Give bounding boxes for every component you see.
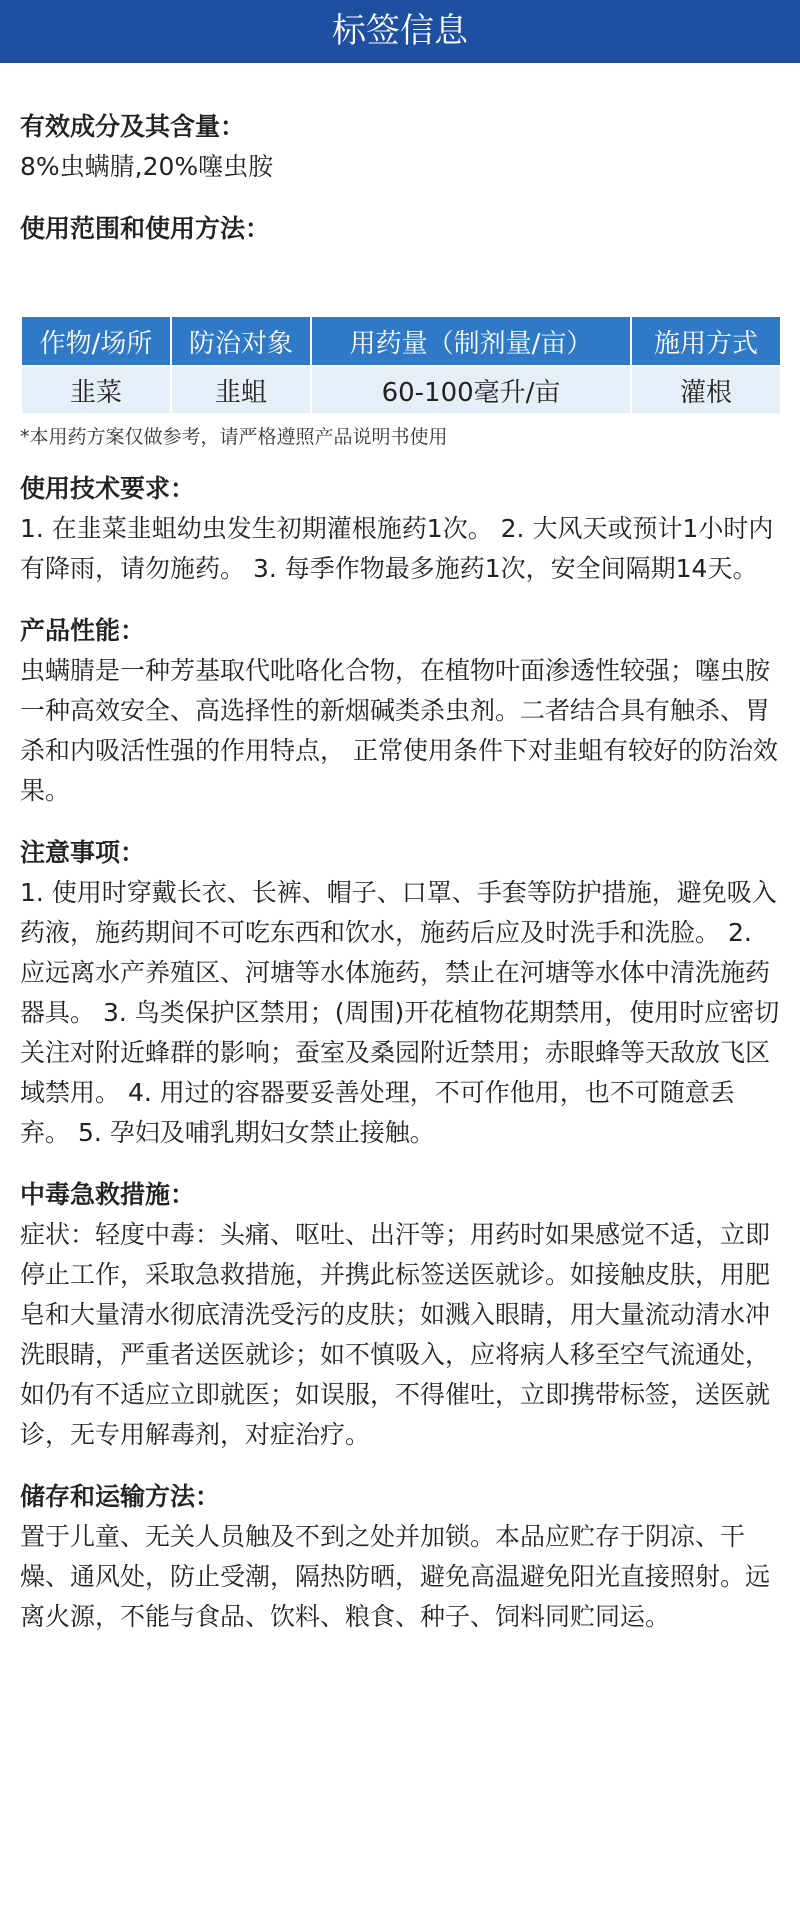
dosage-note: *本用药方案仅做参考，请严格遵照产品说明书使用 <box>20 426 448 448</box>
dosage-cell-target: 韭蛆 <box>171 366 311 414</box>
tech-requirements-text: 1. 在韭菜韭蛆幼虫发生初期灌根施药1次。 2. 大风天或预计1小时内有降雨，请勿施药。 3. 每季作物最多施药1次，安全间隔期14天。 <box>20 514 774 583</box>
ingredients-text: 8%虫螨腈,20%噻虫胺 <box>20 152 274 181</box>
dosage-col-amount: 用药量（制剂量/亩） <box>311 316 631 366</box>
precautions-section <box>20 833 780 1153</box>
tech-requirements-heading: 使用技术要求： <box>20 474 196 503</box>
storage-text: 置于儿童、无关人员触及不到之处并加锁。本品应贮存于阴凉、干燥、通风处，防止受潮，隔热防晒，避免高温避免阳光直接照射。远离火源，不能与食品、饮料、粮食、种子、饲料同贮同运。 <box>20 1522 771 1631</box>
dosage-table-header-row <box>21 316 781 366</box>
storage-section <box>20 1477 780 1637</box>
performance-heading: 产品性能： <box>20 616 146 645</box>
tech-requirements-section <box>20 469 780 589</box>
storage-heading: 储存和运输方法： <box>20 1482 221 1511</box>
dosage-col-crop: 作物/场所 <box>21 316 171 366</box>
dosage-cell-crop: 韭菜 <box>21 366 171 414</box>
first-aid-section <box>20 1175 780 1455</box>
usage-range-spacer <box>20 249 780 315</box>
performance-section <box>20 611 780 811</box>
page-title: 标签信息 <box>332 11 468 51</box>
label-content <box>0 63 800 1637</box>
ingredients-heading: 有效成分及其含量： <box>20 112 246 141</box>
usage-range-section <box>20 209 780 315</box>
dosage-col-method: 施用方式 <box>631 316 781 366</box>
dosage-table <box>20 315 782 415</box>
dosage-cell-amount: 60-100毫升/亩 <box>311 366 631 414</box>
dosage-col-target: 防治对象 <box>171 316 311 366</box>
table-row <box>21 366 781 414</box>
ingredients-section <box>20 107 780 187</box>
page-header <box>0 0 800 63</box>
precautions-text: 1. 使用时穿戴长衣、长裤、帽子、口罩、手套等防护措施，避免吸入药液，施药期间不可吃东西和饮水，施药后应及时洗手和洗脸。 2. 应远离水产养殖区、河塘等水体施药，禁止在河塘等水体中清洗施药器具。 3. 鸟类保护区禁用；(周围)开花植物花期禁用，使用时应密切关注对附近蜂群的影响；蚕室及桑园附近禁用；赤眼蜂等天敌放飞区域禁用。 4. 用过的容器要妥善处理，不可作他用，也不可随意丢弃。 5. 孕妇及哺乳期妇女禁止接触。 <box>20 878 780 1147</box>
first-aid-heading: 中毒急救措施： <box>20 1180 196 1209</box>
performance-text: 虫螨腈是一种芳基取代吡咯化合物，在植物叶面渗透性较强；噻虫胺一种高效安全、高选择性的新烟碱类杀虫剂。二者结合具有触杀、胃杀和内吸活性强的作用特点， 正常使用条件下对韭蛆有较好的防治效果。 <box>20 656 778 805</box>
precautions-heading: 注意事项： <box>20 838 146 867</box>
dosage-cell-method: 灌根 <box>631 366 781 414</box>
usage-range-heading: 使用范围和使用方法： <box>20 214 271 243</box>
first-aid-text: 症状：轻度中毒：头痛、呕吐、出汗等；用药时如果感觉不适，立即停止工作，采取急救措施，并携此标签送医就诊。如接触皮肤，用肥皂和大量清水彻底清洗受污的皮肤；如溅入眼睛，用大量流动清水冲洗眼睛，严重者送医就诊；如不慎吸入，应将病人移至空气流通处，如仍有不适应立即就医；如误服，不得催吐，立即携带标签，送医就诊，无专用解毒剂，对症治疗。 <box>20 1220 771 1449</box>
